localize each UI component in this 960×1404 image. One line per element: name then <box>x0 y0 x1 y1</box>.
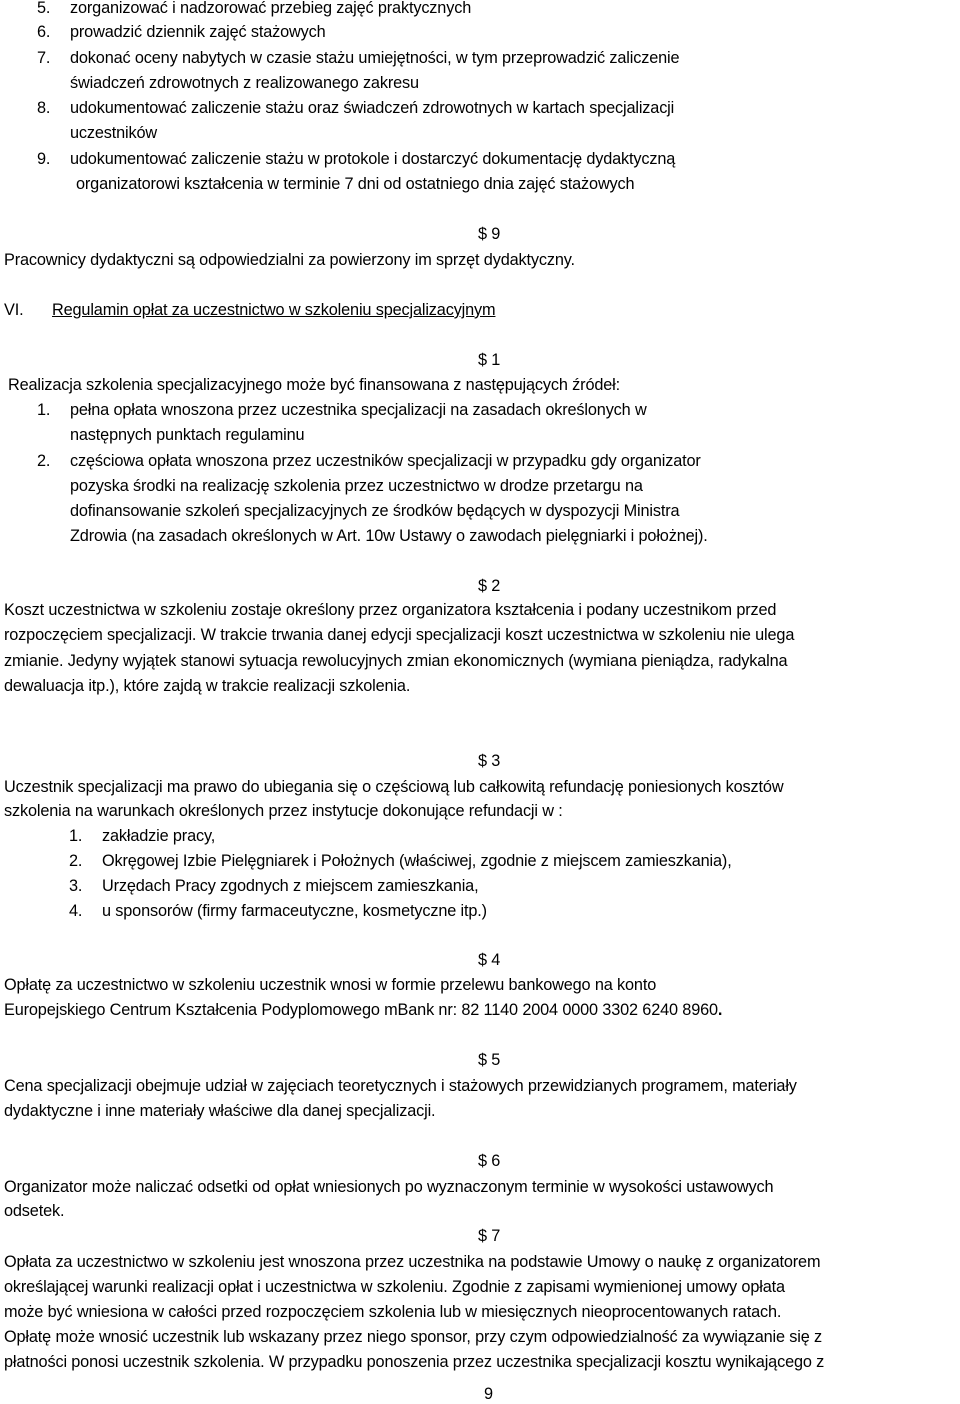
list-item-text: uczestników <box>70 124 158 142</box>
paragraph-line: szkolenia na warunkach określonych przez instytucje dokonujące refundacji w : <box>4 802 563 820</box>
list-item-text: Urzędach Pracy zgodnych z miejscem zamieszkania, <box>102 877 479 895</box>
paragraph-line: określającej warunki realizacji opłat i uczestnictwa w szkoleniu. Zgodnie z zapisami wymienionej umowy opłata <box>4 1278 785 1296</box>
paragraph-text: Realizacja szkolenia specjalizacyjnego może być finansowana z następujących źródeł: <box>8 376 621 394</box>
paragraph-line: Opłatę może wnosić uczestnik lub wskazany przez niego sponsor, przy czym odpowiedzialność za wywiązanie się z <box>4 1328 822 1346</box>
list-item-text: pozyska środki na realizację szkolenia przez uczestnictwo w drodze przetargu na <box>70 477 643 495</box>
paragraph-line: zmianie. Jedyny wyjątek stanowi sytuacja rewolucyjnych zmian ekonomicznych (wymiana pieniądza, radykalna <box>4 652 788 670</box>
paragraph-line: odsetek. <box>4 1202 65 1220</box>
list-item-text: następnych punktach regulaminu <box>70 426 305 444</box>
list-item-text: organizatorowi kształcenia w terminie 7 dni od ostatniego dnia zajęć stażowych <box>76 175 635 193</box>
list-item-text: częściowa opłata wnoszona przez uczestników specjalizacji w przypadku gdy organizator <box>70 452 701 470</box>
paragraph-text: Pracownicy dydaktyczni są odpowiedzialni za powierzony im sprzęt dydaktyczny. <box>4 251 575 269</box>
paragraph-line: Koszt uczestnictwa w szkoleniu zostaje określony przez organizatora kształcenia i podany uczestnikom przed <box>4 601 777 619</box>
list-item-text: prowadzić dziennik zajęć stażowych <box>70 23 326 41</box>
paragraph-line: dewaluacja itp.), które zajdą w trakcie realizacji szkolenia. <box>4 677 411 695</box>
page-number: 9 <box>484 1385 493 1403</box>
period-mark: . <box>717 1001 723 1019</box>
list-item-number: 3. <box>69 877 83 895</box>
paragraph-line: może być wniesiona w całości przed rozpoczęciem szkolenia lub w miesięcznych nieoprocentowanych ratach. <box>4 1303 782 1321</box>
paragraph-line: Uczestnik specjalizacji ma prawo do ubiegania się o częściową lub całkowitą refundację poniesionych kosztów <box>4 778 784 796</box>
list-item-text: Zdrowia (na zasadach określonych w Art. 10w Ustawy o zawodach pielęgniarki i położnej). <box>70 527 708 545</box>
list-item-text: zorganizować i nadzorować przebieg zajęć praktycznych <box>70 0 472 17</box>
paragraph-line: dydaktyczne i inne materiały właściwe dla danej specjalizacji. <box>4 1102 436 1120</box>
list-item-number: 9. <box>37 150 51 168</box>
list-item-text: dofinansowanie szkoleń specjalizacyjnych ze środków będących w dyspozycji Ministra <box>70 502 680 520</box>
list-item-number: 4. <box>69 902 83 920</box>
paragraph-heading: $ 9 <box>478 225 501 243</box>
paragraph-line: Opłatę za uczestnictwo w szkoleniu uczestnik wnosi w formie przelewu bankowego na konto <box>4 976 657 994</box>
paragraph-heading: $ 1 <box>478 351 501 369</box>
paragraph-heading: $ 4 <box>478 951 501 969</box>
paragraph-line: Cena specjalizacji obejmuje udział w zajęciach teoretycznych i stażowych przewidzianych programem, materiały <box>4 1077 797 1095</box>
list-item-text: Okręgowej Izbie Pielęgniarek i Położnych (właściwej, zgodnie z miejscem zamieszkania), <box>102 852 732 870</box>
list-item-number: 1. <box>69 827 83 845</box>
list-item-number: 5. <box>37 0 51 17</box>
paragraph-line: płatności ponosi uczestnik szkolenia. W przypadku ponoszenia przez uczestnika specjalizacji kosztu wynikającego z <box>4 1353 825 1371</box>
list-item-number: 6. <box>37 23 51 41</box>
list-item-text: dokonać oceny nabytych w czasie stażu umiejętności, w tym przeprowadzić zaliczenie <box>70 49 680 67</box>
list-item-number: 7. <box>37 49 51 67</box>
list-item-number: 2. <box>37 452 51 470</box>
list-item-text: udokumentować zaliczenie stażu oraz świadczeń zdrowotnych w kartach specjalizacji <box>70 99 675 117</box>
paragraph-heading: $ 7 <box>478 1227 501 1245</box>
paragraph-heading: $ 2 <box>478 577 501 595</box>
paragraph-line: rozpoczęciem specjalizacji. W trakcie trwania danej edycji specjalizacji koszt uczestnictwa w szkoleniu nie ulega <box>4 626 795 644</box>
list-item-number: 1. <box>37 401 51 419</box>
list-item-number: 2. <box>69 852 83 870</box>
paragraph-heading: $ 5 <box>478 1051 501 1069</box>
bank-account-line <box>4 1000 722 1020</box>
list-item-text: u sponsorów (firmy farmaceutyczne, kosmetyczne itp.) <box>102 902 487 920</box>
section-number: VI. <box>4 301 24 319</box>
paragraph-line: Europejskiego Centrum Kształcenia Podyplomowego mBank nr: 82 1140 2004 0000 3302 6240 8960 <box>4 1001 718 1019</box>
paragraph-heading: $ 6 <box>478 1152 501 1170</box>
list-item-text: świadczeń zdrowotnych z realizowanego zakresu <box>70 74 419 92</box>
paragraph-heading: $ 3 <box>478 752 501 770</box>
section-title: Regulamin opłat za uczestnictwo w szkoleniu specjalizacyjnym <box>52 301 496 319</box>
list-item-number: 8. <box>37 99 51 117</box>
paragraph-line: Opłata za uczestnictwo w szkoleniu jest wnoszona przez uczestnika na podstawie Umowy o naukę z organizatorem <box>4 1253 821 1271</box>
list-item-text: pełna opłata wnoszona przez uczestnika specjalizacji na zasadach określonych w <box>70 401 647 419</box>
list-item-text: udokumentować zaliczenie stażu w protokole i dostarczyć dokumentację dydaktyczną <box>70 150 676 168</box>
list-item-text: zakładzie pracy, <box>102 827 216 845</box>
paragraph-line: Organizator może naliczać odsetki od opłat wniesionych po wyznaczonym terminie w wysokości ustawowych <box>4 1178 774 1196</box>
